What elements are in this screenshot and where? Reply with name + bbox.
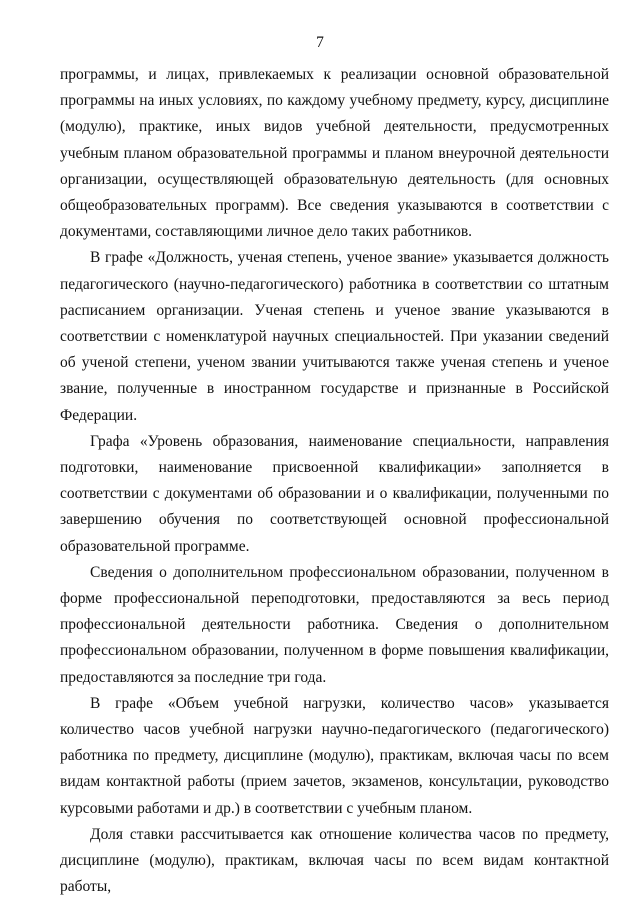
paragraph-teaching-load: В графе «Объем учебной нагрузки, количество часов» указывается количество часов учебной нагрузки научно-педагогического (педагогического) работника по предмету, дисциплине (модулю), практикам, включая часы по всем видам контактной работы (прием зачетов, экзаменов, консультации, руководство курсовыми работами и др.) в соответствии с учебным планом. — [60, 694, 609, 817]
page-number: 7 — [316, 34, 324, 51]
paragraph-staff-info-continuation: программы, и лицах, привлекаемых к реализации основной образовательной программы на иных условиях, по каждому учебному предмету, курсу, дисциплине (модулю), практике, иных видов учебной деятельности, предусмотренных учебным планом образовательной программы и планом внеурочной деятельности организации, осуществляющей образовательную деятельность (для основных общеобразовательных программ). Все сведения указываются в соответствии с документами, составляющими личное дело таких работников. — [60, 66, 609, 241]
document-body — [60, 62, 609, 901]
paragraph-rate-share: Доля ставки рассчитывается как отношение количества часов по предмету, дисциплине (модулю), практикам, включая часы по всем видам контактной работы, — [60, 825, 609, 896]
paragraph-education-level: Графа «Уровень образования, наименование специальности, направления подготовки, наименование присвоенной квалификации» заполняется в соответствии с документами об образовании и о квалификации, полученными по завершению обучения по соответствующей основной профессиональной образовательной программе. — [60, 432, 609, 555]
paragraph-position-degree-title: В графе «Должность, ученая степень, ученое звание» указывается должность педагогического (научно-педагогического) работника в соответствии со штатным расписанием организации. Ученая степень и ученое звание указываются в соответствии с номенклатурой научных специальностей. При указании сведений об ученой степени, ученом звании учитываются также ученая степень и ученое звание, полученные в иностранном государстве и признанные в Российской Федерации. — [60, 249, 609, 424]
paragraph-additional-education: Сведения о дополнительном профессиональном образовании, полученном в форме профессиональной переподготовки, предоставляются за весь период профессиональной деятельности работника. Сведения о дополнительном профессиональном образовании, полученном в форме повышения квалификации, предоставляются за последние три года. — [60, 563, 609, 686]
